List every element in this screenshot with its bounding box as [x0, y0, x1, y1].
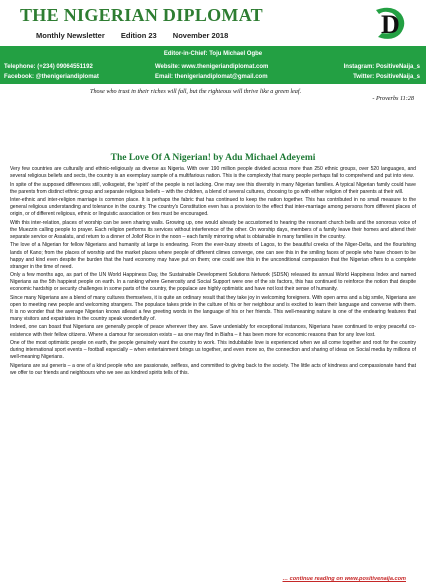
article-paragraph: Very few countries are culturally and ethnic-religiously as diverse as Nigeria. With over 190 million people divided across more than 250 ethnic groups, over 520 languages, and several religious beliefs and sects, the country is an exemplary sample of a multifarious nation. This is the complexity that many people perhaps fail to comprehend and put into view. — [10, 166, 416, 180]
issue-date: November 2018 — [172, 31, 229, 40]
article-title: The Love Of A Nigerian! by Adu Michael Adeyemi — [110, 153, 316, 163]
email-link[interactable]: Email: thenigeriandiplomat@gmail.com — [155, 74, 268, 80]
article-paragraph: In spite of the supposed differences still, volksgeist, the 'spirit' of the people is not lacking. One may see this diversity in many Nigerian families. A typical Nigerian family could have the parents from distinct ethnic group and separate religious beliefs – with the children, a blend of several cultures, choosing to go with either religion of their parents at their will. — [10, 181, 416, 195]
logo-letter: D — [381, 10, 400, 39]
newsletter-label: Monthly Newsletter — [36, 31, 105, 40]
article-paragraph: Only a few months ago, as part of the UN World Happiness Day, the Sustainable Development Solutions Network (SDSN) released its annual World Happiness Index and named Nigerians as the 5th happiest people on earth. In a ranking where Generosity and Social Support were one of the six factors, this has continued to reinforce the notion that despite economic hardship or security challenges in some parts of the country, the populace are highly optimistic and have not lost their sense of humanity. — [10, 272, 416, 293]
telephone[interactable]: Telephone: (+234) 09064551192 — [4, 64, 93, 70]
issue-info — [36, 31, 242, 40]
diplomat-d-logo-icon — [370, 2, 410, 42]
instagram-handle[interactable]: Instagram: PositiveNaija_s — [343, 64, 420, 70]
article-body — [10, 166, 416, 378]
article-paragraph: The love of a Nigerian for fellow Nigerians and humanity at large is endearing. From the ever-busy streets of Lagos, to the beautiful creeks of the Niger-Delta, and the flourishing lands of Kano; from the places of worship and the market places where people of different climes converge, one can see this in the smiling faces of people who have chosen to be happy and kind even despite the burden that the hard economy may have put on them; one could see this in the unconditional compassion that the Nigerian offers to a complete stranger in the time of need. — [10, 242, 416, 270]
article-paragraph: Indeed, one can boast that Nigerians are generally people of peace wherever they are. Save undeniably for exceptional instances, Nigerians have continued to enjoy peaceful co-existence with their fellow citizens. Where a clamour for secession exists – as one may find in Biafra – it has been more for economic reasons than for any love lost. — [10, 324, 416, 338]
article-paragraph: Inter-ethnic and inter-religion marriage is common place. It is perhaps the fabric that has continued to keep the nation together. This has contributed in no small measure to the general religious understanding and tolerance in the country. The country's Constitution even has a provision to the effect that inter-marriage among persons from different places of origin, or of different religious, ethnic or linguistic association or ties must be encouraged. — [10, 197, 416, 218]
website-link[interactable]: Website: www.thenigeriandiplomat.com — [155, 64, 269, 70]
facebook-handle[interactable]: Facebook: @thenigeriandiplomat — [4, 74, 99, 80]
article-paragraph: Since many Nigerians are a blend of many cultures themselves, it is quite an ordinary result that they take joy in welcoming foreigners. With open arms and a big smile, Nigerians are open to meeting new people and welcoming strangers. The populace takes pride in the culture of his or her neighbour and is excited to learn their language and converse with them. It is no wonder that the average Nigerian knows atleast a few greeting words in the language of his or her friends. This well-meaning nature is one of the endearing features that many visitors and expatriates in the country speak wonderfully of. — [10, 294, 416, 322]
edition-label: Edition 23 — [120, 31, 157, 40]
quote-reference: - Proverbs 11:28 — [372, 95, 414, 102]
article-paragraph: With this inter-relation, places of worship can be seen sharing walls. Growing up, one would already be accustomed to hearing the resonant church bells and the sonorous voice of the Muezzin calling people to prayer. Each religion performs its services without interference of the other. On worship days, members of a family leave their homes and attend their separate service or Assalatu, and return to a dinner of Jollof Rice in the noon – each family mirroring what is obtainable in many families in the country. — [10, 219, 416, 240]
article-paragraph: One of the most optimistic people on earth, the people genuinely want the country to work. This indubitable love is experienced when we all come together and root for the country during international sport events – football especially – when entertainment brings us together, and even more so, the connection and sharing of ideas on Social media by millions of well-meaning Nigerians. — [10, 340, 416, 361]
article-paragraph: Nigerians are sui generis – a one of a kind people who are passionate, selfless, and committed to giving back to the society. The little acts of kindness and compassionate hand that we offer to our friends and neighbours who we see as kindred spirits tells of this. — [10, 362, 416, 376]
twitter-handle[interactable]: Twitter: PositiveNaija_s — [353, 74, 420, 80]
quote-text: Those who trust in their riches will fall, but the righteous will thrive like a green leaf. — [90, 88, 302, 95]
editor-in-chief: Editor-in-Chief: Toju Michael Ogbe — [163, 51, 263, 57]
newsletter-title: THE NIGERIAN DIPLOMAT — [20, 5, 263, 25]
continue-reading-link[interactable]: … continue reading on www.positivenaija.com — [282, 576, 406, 582]
contact-band — [0, 46, 426, 84]
